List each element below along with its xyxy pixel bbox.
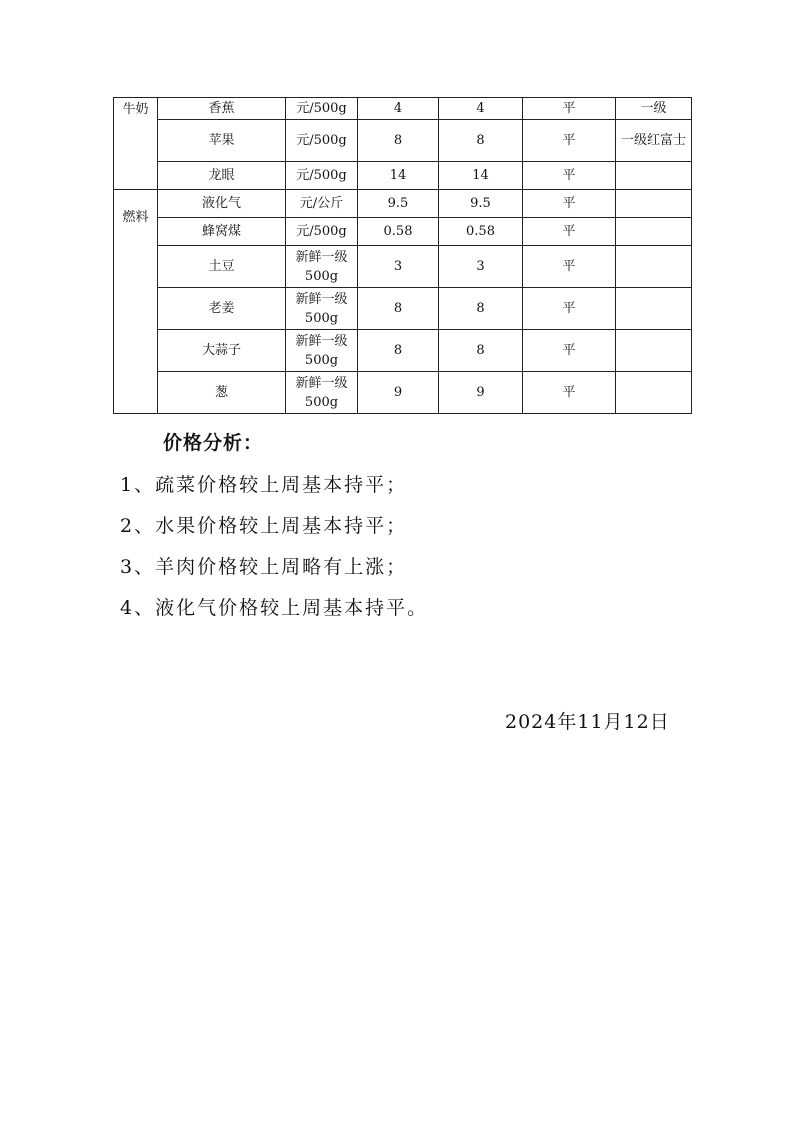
category-cell: 牛奶 [114, 98, 158, 190]
category-cell: 燃料 [114, 190, 158, 414]
item-name: 老姜 [158, 288, 286, 330]
price-this-week: 0.58 [358, 218, 439, 246]
table-row [114, 190, 692, 218]
table-row [114, 330, 692, 372]
item-name: 龙眼 [158, 162, 286, 190]
price-trend: 平 [523, 190, 616, 218]
item-name: 液化气 [158, 190, 286, 218]
price-this-week: 8 [358, 330, 439, 372]
item-unit: 新鲜一级500g [286, 372, 358, 414]
price-this-week: 4 [358, 98, 439, 120]
item-name: 蜂窝煤 [158, 218, 286, 246]
item-name: 土豆 [158, 246, 286, 288]
price-trend: 平 [523, 98, 616, 120]
item-note [616, 372, 692, 414]
price-last-week: 8 [439, 120, 523, 162]
item-unit: 元/500g [286, 218, 358, 246]
item-note [616, 246, 692, 288]
item-unit: 新鲜一级500g [286, 288, 358, 330]
item-name: 苹果 [158, 120, 286, 162]
table-row [114, 288, 692, 330]
price-trend: 平 [523, 162, 616, 190]
price-last-week: 0.58 [439, 218, 523, 246]
item-note [616, 288, 692, 330]
price-this-week: 3 [358, 246, 439, 288]
item-note: 一级红富士 [616, 120, 692, 162]
price-table [113, 97, 692, 414]
price-last-week: 8 [439, 288, 523, 330]
price-trend: 平 [523, 330, 616, 372]
analysis-title: 价格分析： [163, 432, 264, 454]
item-unit: 元/公斤 [286, 190, 358, 218]
table-row [114, 218, 692, 246]
analysis-line: 4、液化气价格较上周基本持平。 [120, 597, 429, 619]
price-trend: 平 [523, 246, 616, 288]
item-unit: 元/500g [286, 162, 358, 190]
analysis-line: 3、羊肉价格较上周略有上涨； [120, 556, 408, 578]
price-trend: 平 [523, 120, 616, 162]
table-row [114, 98, 692, 120]
item-unit: 新鲜一级500g [286, 330, 358, 372]
table-row [114, 372, 692, 414]
price-last-week: 8 [439, 330, 523, 372]
item-note: 一级 [616, 98, 692, 120]
price-this-week: 9.5 [358, 190, 439, 218]
item-note [616, 330, 692, 372]
item-name: 葱 [158, 372, 286, 414]
analysis-line: 1、疏菜价格较上周基本持平； [120, 474, 408, 496]
price-this-week: 9 [358, 372, 439, 414]
price-last-week: 14 [439, 162, 523, 190]
price-trend: 平 [523, 288, 616, 330]
table-row [114, 246, 692, 288]
item-note [616, 218, 692, 246]
item-name: 香蕉 [158, 98, 286, 120]
price-this-week: 8 [358, 288, 439, 330]
item-note [616, 190, 692, 218]
analysis-line: 2、水果价格较上周基本持平； [120, 515, 408, 537]
price-last-week: 9.5 [439, 190, 523, 218]
price-this-week: 14 [358, 162, 439, 190]
price-trend: 平 [523, 372, 616, 414]
table-row [114, 120, 692, 162]
document-date: 2024年11月12日 [505, 711, 670, 733]
table-row [114, 162, 692, 190]
item-unit: 元/500g [286, 120, 358, 162]
price-this-week: 8 [358, 120, 439, 162]
item-unit: 元/500g [286, 98, 358, 120]
price-last-week: 3 [439, 246, 523, 288]
price-trend: 平 [523, 218, 616, 246]
item-note [616, 162, 692, 190]
price-last-week: 9 [439, 372, 523, 414]
item-name: 大蒜子 [158, 330, 286, 372]
item-unit: 新鲜一级500g [286, 246, 358, 288]
price-last-week: 4 [439, 98, 523, 120]
